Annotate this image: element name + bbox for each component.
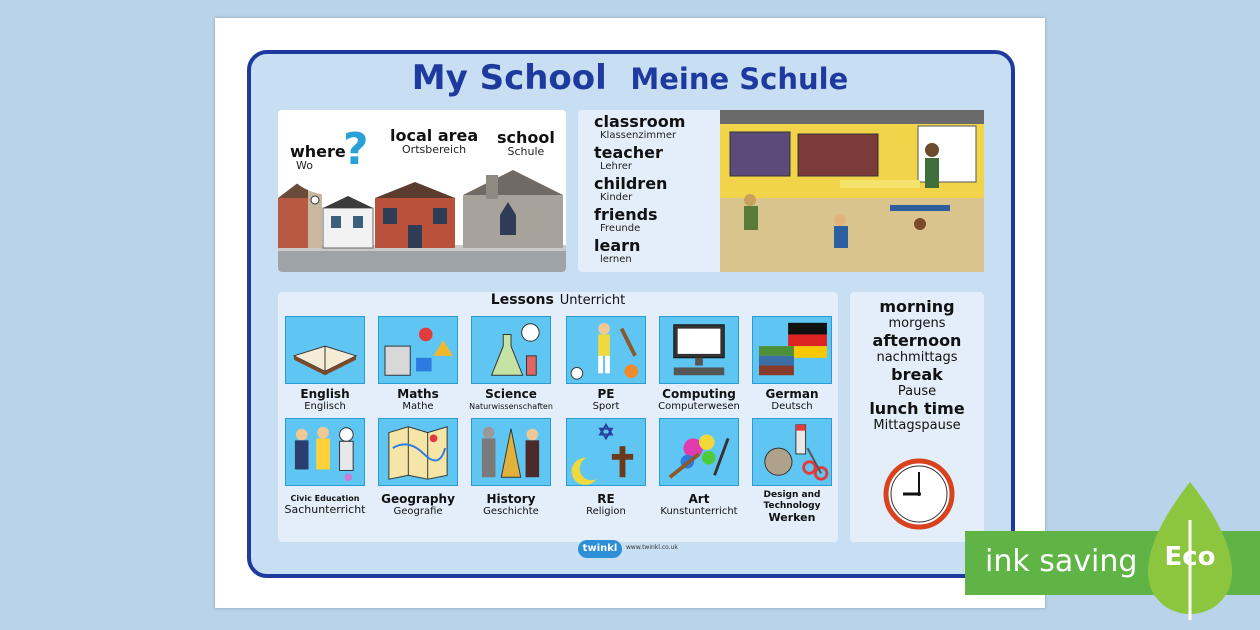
history-icon bbox=[472, 419, 550, 485]
lesson-label: Civic Education Sachunterricht bbox=[284, 494, 366, 516]
twinkl-url: www.twinkl.co.uk bbox=[626, 544, 678, 551]
vocab-list bbox=[594, 114, 685, 266]
where-label: where Wo bbox=[290, 142, 346, 172]
lesson-tile-pe bbox=[566, 316, 646, 384]
lesson-tile-computing bbox=[659, 316, 739, 384]
lesson-label: Art Kunstunterricht bbox=[660, 492, 738, 517]
lesson-label: RE Religion bbox=[586, 492, 626, 517]
ink-saving-label: ink saving bbox=[985, 544, 1138, 579]
lesson-label: English Englisch bbox=[300, 387, 350, 412]
vocab-item: classroom Klassenzimmer bbox=[594, 112, 686, 141]
local-area-label: local area Ortsbereich bbox=[390, 126, 479, 156]
vocab-item: children Kinder bbox=[594, 174, 668, 203]
lesson-tile-design-technology bbox=[752, 418, 832, 486]
school-label: school Schule bbox=[497, 128, 555, 158]
vocab-item: learn lernen bbox=[594, 236, 641, 265]
lesson-label: Maths Mathe bbox=[397, 387, 439, 412]
lesson-label: History Geschichte bbox=[483, 492, 539, 517]
twinkl-logo: twinkl www.twinkl.co.uk bbox=[578, 540, 688, 560]
page-title bbox=[0, 58, 1260, 98]
lesson-tile-re bbox=[566, 418, 646, 486]
lesson-label: German Deutsch bbox=[765, 387, 819, 412]
lesson-label: Design and Technology Werken bbox=[763, 490, 821, 524]
lesson-label: Computing Computerwesen bbox=[658, 387, 740, 412]
lesson-tile-german bbox=[752, 316, 832, 384]
clock-icon bbox=[883, 458, 955, 530]
tools-icon bbox=[753, 419, 831, 485]
times-list bbox=[850, 298, 984, 434]
lesson-tile-art bbox=[659, 418, 739, 486]
lesson-tile-maths bbox=[378, 316, 458, 384]
religion-symbols-icon bbox=[567, 419, 645, 485]
lessons-heading: Lessons Unterricht bbox=[490, 292, 626, 308]
title-german: Meine Schule bbox=[630, 62, 849, 96]
classroom-illustration bbox=[720, 110, 984, 272]
flask-icon bbox=[472, 317, 550, 383]
german-flag-icon bbox=[753, 317, 831, 383]
lesson-tile-geography bbox=[378, 418, 458, 486]
map-icon bbox=[379, 419, 457, 485]
eco-label: Eco bbox=[1164, 542, 1216, 572]
lesson-label: PE Sport bbox=[592, 387, 620, 412]
time-item: morning morgens bbox=[879, 297, 955, 331]
book-icon bbox=[286, 317, 364, 383]
lesson-label: Geography Geografie bbox=[381, 492, 455, 517]
calculator-shapes-icon bbox=[379, 317, 457, 383]
vocab-item: friends Freunde bbox=[594, 205, 658, 234]
time-item: afternoon nachmittags bbox=[872, 331, 962, 365]
paint-icon bbox=[660, 419, 738, 485]
sports-icon bbox=[567, 317, 645, 383]
time-item: break Pause bbox=[891, 365, 943, 399]
lesson-tile-english bbox=[285, 316, 365, 384]
lesson-label: Science Naturwissenschaften bbox=[469, 387, 553, 411]
lesson-tile-civic-education bbox=[285, 418, 365, 486]
computer-icon bbox=[660, 317, 738, 383]
lesson-tile-science bbox=[471, 316, 551, 384]
vocab-item: teacher Lehrer bbox=[594, 143, 663, 172]
lesson-tile-history bbox=[471, 418, 551, 486]
time-item: lunch time Mittagspause bbox=[869, 399, 965, 433]
question-mark: ? bbox=[343, 124, 369, 175]
people-icon bbox=[286, 419, 364, 485]
title-english: My School bbox=[411, 58, 607, 98]
